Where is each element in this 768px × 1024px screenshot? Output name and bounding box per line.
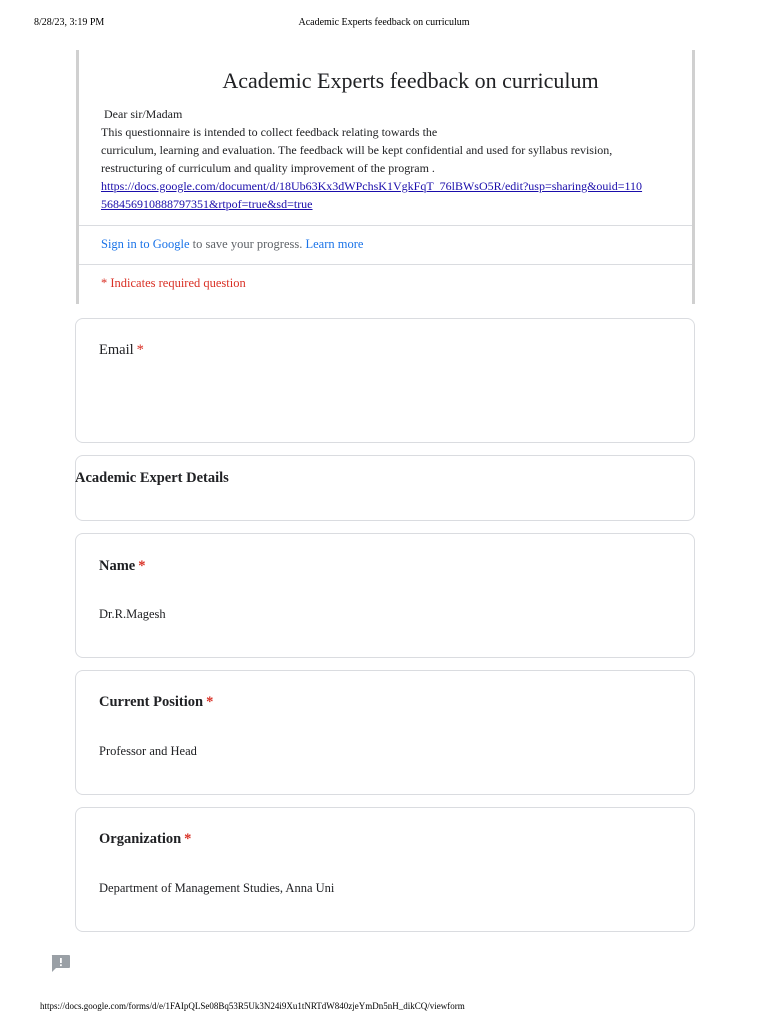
organization-answer: Department of Management Studies, Anna Uni xyxy=(99,881,335,895)
learn-more-link[interactable]: Learn more xyxy=(305,237,364,251)
email-question-card xyxy=(75,318,695,443)
required-star: * xyxy=(138,558,146,574)
position-label-text: Current Position xyxy=(99,694,204,710)
description-document-link[interactable]: https://docs.google.com/document/d/18Ub63Kx3dWPchsK1VgkFqT_76lBWsO5R/edit?usp=sharing&ouid=110568456910888797351&rtpof=true&sd=true xyxy=(101,179,643,211)
description-line-3: restructuring of curriculum and quality improvement of the program . xyxy=(101,161,435,175)
description-line-2: curriculum, learning and evaluation. The feedback will be kept confidential and used for syllabus revision, xyxy=(101,143,613,157)
required-star: * xyxy=(136,342,144,358)
required-star: * xyxy=(184,831,192,847)
print-datetime: 8/28/23, 3:19 PM xyxy=(34,17,105,28)
signin-link[interactable]: Sign in to Google xyxy=(101,237,190,251)
name-label-text: Name xyxy=(99,558,136,574)
position-answer: Professor and Head xyxy=(99,744,197,758)
required-note: * Indicates required question xyxy=(101,276,246,290)
name-question-card xyxy=(75,533,695,658)
organization-label xyxy=(99,831,191,848)
form-header-card xyxy=(76,50,695,304)
required-star: * xyxy=(206,694,214,710)
signin-row xyxy=(101,237,363,252)
print-header xyxy=(34,17,734,31)
divider xyxy=(79,225,692,226)
section-card xyxy=(75,455,695,521)
feedback-icon[interactable] xyxy=(50,954,71,973)
print-page-title: Academic Experts feedback on curriculum xyxy=(298,17,470,28)
email-label xyxy=(99,342,144,359)
description-line-1: This questionnaire is intended to collect feedback relating towards the xyxy=(101,125,438,139)
print-footer-url: https://docs.google.com/forms/d/e/1FAIpQLSe08Bq53R5Uk3N24i9Xu1tNRTdW840zjeYmDn5nH_dikCQ/viewform xyxy=(40,1001,465,1011)
signin-text: to save your progress. xyxy=(189,237,306,251)
divider xyxy=(79,264,692,265)
form-title: Academic Experts feedback on curriculum xyxy=(222,68,599,93)
email-label-text: Email xyxy=(99,342,134,358)
organization-question-card xyxy=(75,807,695,932)
organization-label-text: Organization xyxy=(99,831,182,847)
position-label xyxy=(99,694,213,711)
section-title: Academic Expert Details xyxy=(75,470,229,486)
description-greeting: Dear sir/Madam xyxy=(104,107,183,121)
form-description xyxy=(101,105,648,213)
position-question-card xyxy=(75,670,695,795)
name-answer: Dr.R.Magesh xyxy=(99,607,166,621)
name-label xyxy=(99,558,146,575)
